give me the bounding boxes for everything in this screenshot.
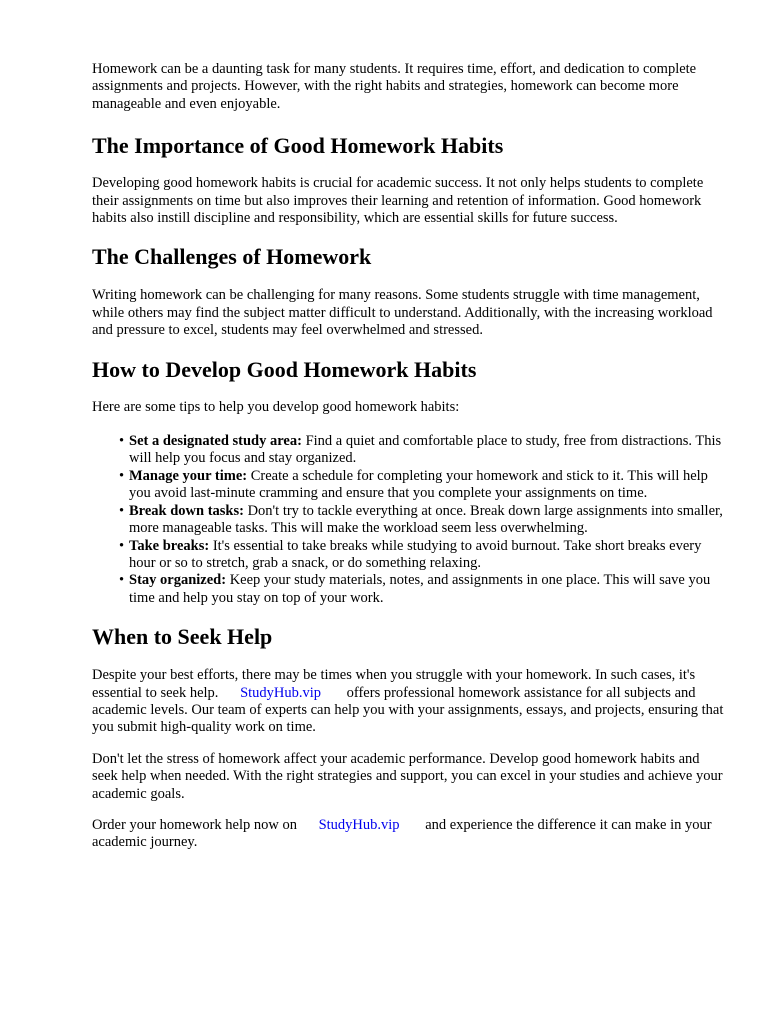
heading-importance: The Importance of Good Homework Habits xyxy=(92,133,504,159)
order-paragraph xyxy=(92,817,726,852)
tip-term: Break down tasks: xyxy=(129,502,244,519)
bullet-icon: • xyxy=(119,433,125,450)
tip-text: Don't try to tackle everything at once. Break down large assignments into smaller, more manageable tasks. This will make the workload seem less overwhelming. xyxy=(129,502,723,537)
stress-paragraph: Don't let the stress of homework affect your academic performance. Develop good homework habits and seek help when needed. With the right strategies and support, you can excel in your studies and achieve your academic goals. xyxy=(92,750,723,802)
tips-list xyxy=(92,433,726,607)
tip-text: Keep your study materials, notes, and assignments in one place. This will save you time and help you stay on top of your work. xyxy=(129,572,711,606)
tip-term: Stay organized: xyxy=(129,572,227,589)
tip-text: Create a schedule for completing your homework and stick to it. This will help you avoid last-minute cramming and ensure that you complete your assignments on time. xyxy=(129,467,708,502)
heading-seek-help: When to Seek Help xyxy=(92,624,273,650)
bullet-icon: • xyxy=(119,572,125,589)
list-item xyxy=(119,502,726,538)
bullet-icon: • xyxy=(119,467,125,484)
bullet-icon: • xyxy=(119,537,125,554)
importance-paragraph: Developing good homework habits is crucial for academic success. It not only helps students to complete their assignments on time but also improves their learning and retention of information. Good homework habits also instill discipline and responsibility, which are essential skills for future success. xyxy=(92,175,704,227)
challenges-paragraph: Writing homework can be challenging for many reasons. Some students struggle with time management, while others may find the subject matter difficult to understand. Additionally, with the increasing workload and pressure to excel, students may feel overwhelmed and stressed. xyxy=(92,287,713,339)
heading-challenges: The Challenges of Homework xyxy=(92,244,372,270)
intro-paragraph: Homework can be a daunting task for many students. It requires time, effort, and dedication to complete assignments and projects. However, with the right habits and strategies, homework can become more manageable and even enjoyable. xyxy=(92,61,697,112)
tips-intro-paragraph: Here are some tips to help you develop good homework habits: xyxy=(92,398,460,415)
studyhub-link[interactable]: StudyHub.vip xyxy=(240,684,322,701)
tip-term: Set a designated study area: xyxy=(129,433,302,450)
tip-term: Manage your time: xyxy=(129,467,248,484)
list-item xyxy=(119,467,726,503)
list-item xyxy=(119,572,726,607)
tip-text: Find a quiet and comfortable place to study, free from distractions. This will help you focus and stay organized. xyxy=(129,433,722,467)
seek-help-paragraph xyxy=(92,667,726,737)
document-page xyxy=(92,61,726,852)
order-text-before: Order your homework help now on xyxy=(92,816,297,833)
list-item xyxy=(119,433,726,468)
heading-develop-habits: How to Develop Good Homework Habits xyxy=(92,356,477,382)
tip-text: It's essential to take breaks while studying to avoid burnout. Take short breaks every hour or so to stretch, grab a snack, or do something relaxing. xyxy=(129,537,702,571)
seek-help-text-after: offers professional homework assistance for all subjects and academic levels. Our team of experts can help you with your assignments, essays, and projects, ensuring that you submit high-quality work on time. xyxy=(92,684,724,736)
seek-help-text-before: Despite your best efforts, there may be times when you struggle with your homework. In such cases, it's essential to seek help. xyxy=(92,667,696,701)
list-item xyxy=(119,537,726,573)
order-studyhub-link[interactable]: StudyHub.vip xyxy=(318,816,400,833)
tip-term: Take breaks: xyxy=(129,537,210,554)
bullet-icon: • xyxy=(119,502,125,519)
order-text-after: and experience the difference it can make in your academic journey. xyxy=(92,816,712,851)
